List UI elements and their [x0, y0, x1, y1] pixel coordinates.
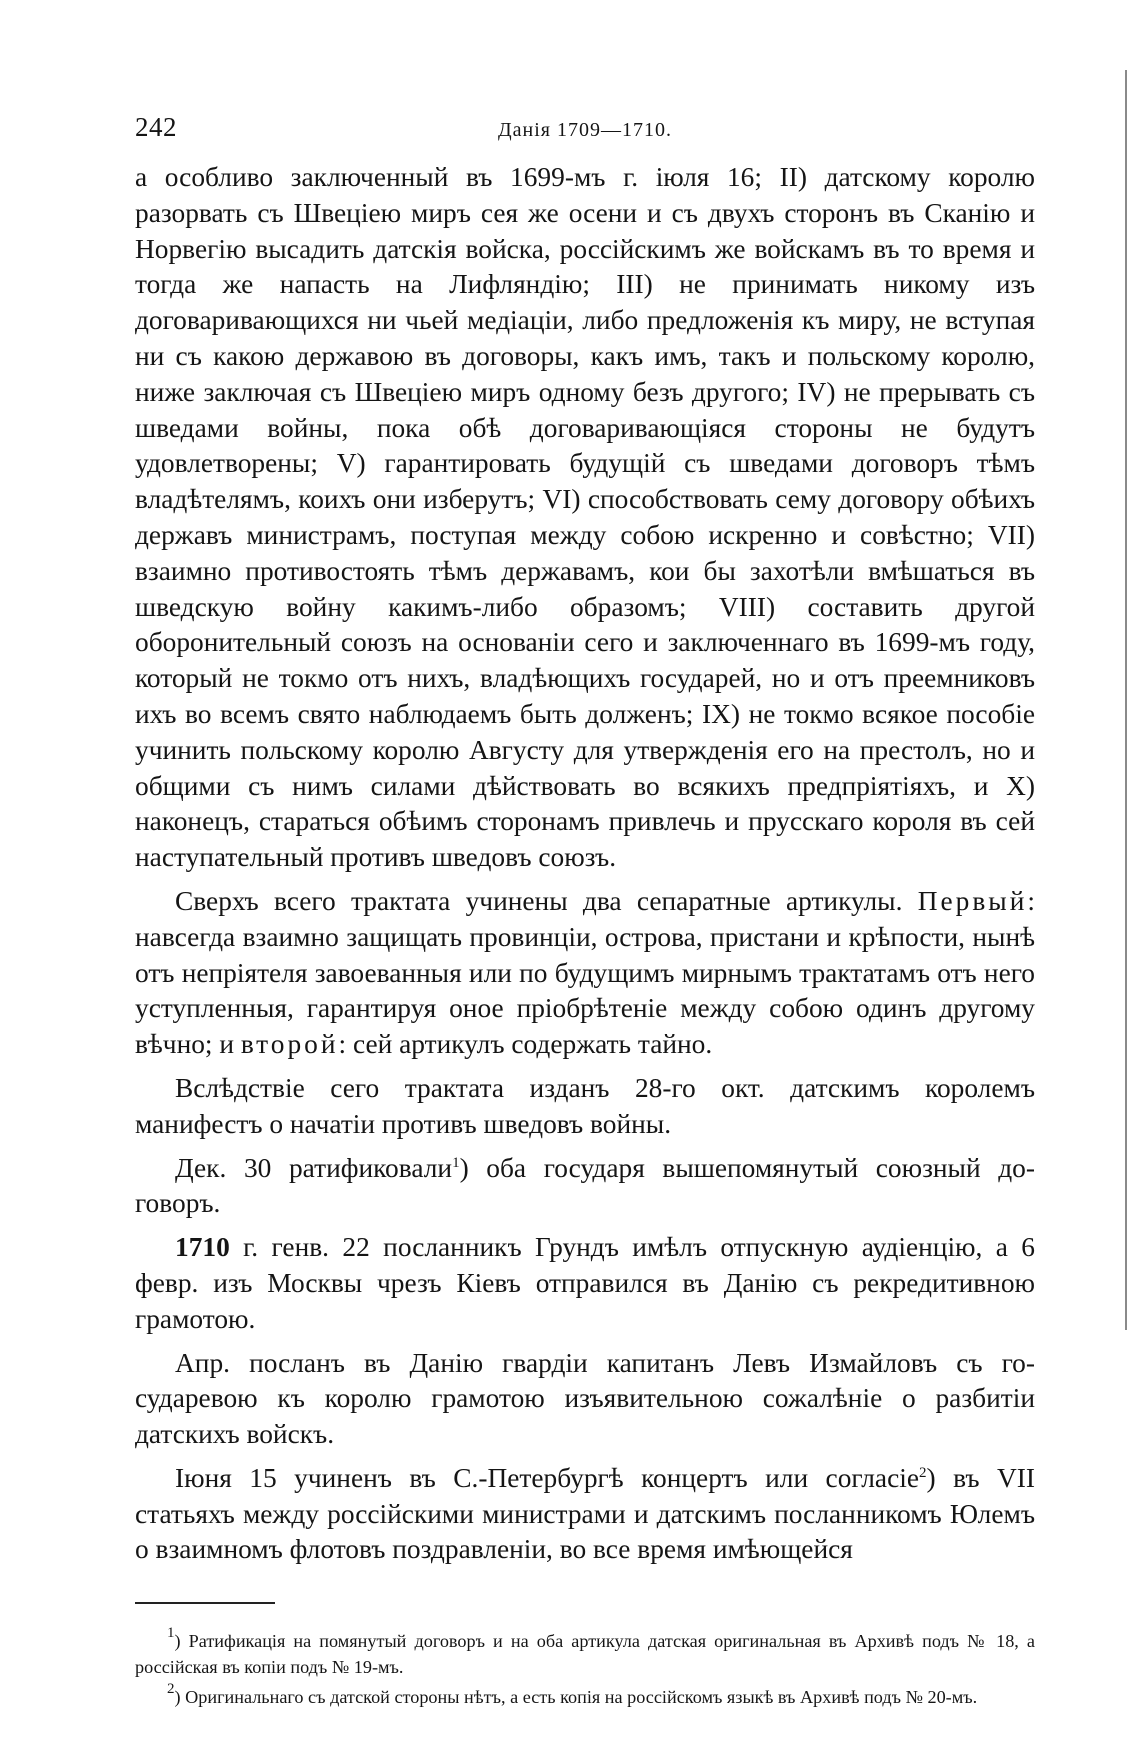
page-number: 242	[135, 112, 177, 142]
paragraph-text: г. генв. 22 посланникъ Грундъ имѣлъ отпускную аудіенцію, а 6 февр. изъ Москвы чрезъ Кіевъ отправился въ Данію съ рекредитивною грамотою.	[135, 1232, 1035, 1334]
paragraph-concert	[135, 1461, 1035, 1568]
footnote-marker: 2	[167, 1681, 175, 1698]
running-title: Данія 1709—1710.	[498, 119, 672, 141]
footnote-text: ) Оригинальнаго съ датской стороны нѣтъ, а есть копія на россійскомъ языкѣ въ Архивѣ подъ № 20-мъ.	[174, 1687, 978, 1708]
paragraph-text: Вслѣдствіе сего трактата изданъ 28-го окт. датскимъ королемъ манифестъ о начатіи противъ шведовъ войны.	[135, 1072, 1035, 1139]
emphasis-second: второй	[240, 1029, 339, 1060]
footnote-1	[135, 1625, 1035, 1680]
paragraph-text: Іюня 15 учиненъ въ С.-Петербургѣ концертъ или согласіе	[175, 1462, 920, 1493]
paragraph-separate-articles	[135, 884, 1035, 1063]
footnote-ref-1: 1	[452, 1154, 460, 1171]
paragraph-treaty-articles	[135, 160, 1035, 876]
paragraph-manifesto	[135, 1071, 1035, 1143]
footnote-marker: 1	[167, 1625, 175, 1642]
emphasis-first: Первый	[917, 885, 1028, 916]
paragraph-text: Дек. 30 ратификовали	[175, 1152, 453, 1183]
paragraph-text: а особливо заключенный въ 1699-мъ г. іюля 16; II) датскому королю разорвать съ Швеціею миръ сея же осени и съ двухъ сторонъ въ Сканію и Норвегію высадить датскія войска, россійскимъ же войскамъ въ то время и тогда же напасть на Лифляндію; III) не принимать никому изъ договаривающихся ни чьей медіаціи, либо предложенія къ миру, не вступая ни съ какою державою въ договоры, какъ имъ, такъ и польскому королю, ниже заключая съ Швеціею миръ одному безъ другого; IV) не прерывать съ шведами войны, пока обѣ договаривающіяся стороны не будутъ удовлетворены; V) гарантировать будущій съ шведами договоръ тѣмъ владѣтелямъ, коихъ они изберутъ; VI) способствовать сему договору обѣихъ державъ министрамъ, поступая между собою искренно и совѣстно; VII) взаимно противостоять тѣмъ державамъ, кои бы захотѣли вмѣшаться въ шведскую войну какимъ-либо образомъ; VIII) составить другой оборонительный союзъ на основаніи сего и заключеннаго въ 1699-мъ году, который не токмо отъ нихъ, владѣющихъ государей, но и отъ преемниковъ ихъ во всемъ свято наблюдаемъ быть долженъ; IX) не токмо всякое пособіе учинить польскому королю Августу для утвержденія его на престолъ, но и общими съ нимъ силами дѣйствовать во всякихъ предпріятіяхъ, и X) наконецъ, стараться обѣимъ сторонамъ привлечь и прусскаго короля въ сей наступательный противъ шведовъ союзъ.	[135, 162, 1035, 873]
footnote-divider	[135, 1602, 275, 1604]
paragraph-text: Апр. посланъ въ Данію гвардіи капитанъ Левъ Измайловъ съ государевою къ королю грамотою изъявительною сожалѣніе о разбитіи датскихъ войскъ.	[135, 1347, 1035, 1450]
year-1710: 1710	[175, 1232, 230, 1263]
footnotes	[135, 1625, 1035, 1710]
body-text	[135, 160, 1035, 1568]
paragraph-text: Сверхъ всего трактата учинены два сепаратные артикулы.	[175, 885, 903, 916]
paragraph-1710-audience	[135, 1230, 1035, 1337]
book-page	[135, 112, 1035, 1714]
footnote-ref-2: 2	[919, 1464, 927, 1481]
paragraph-text: : навсегда взаимно защищать провинціи, острова, пристани и крѣпости, нынѣ отъ непріятеля завоеванныя или по будущимъ мирнымъ трактатамъ отъ него уступленныя, гарантируя оное пріобрѣтеніе между собою одинъ другому вѣчно; и	[135, 885, 1035, 1060]
page-edge-line	[1125, 70, 1127, 1330]
paragraph-text: ) въ VII статьяхъ между россійскими министрами и датскимъ посланникомъ Юлемъ о взаимномъ флотовъ поздравленіи, во все время имѣющейся	[135, 1462, 1035, 1565]
paragraph-text: : сей артикулъ содержать тайно.	[338, 1029, 713, 1060]
paragraph-text: ) оба государя вышепомянутый союзный договоръ.	[135, 1152, 1035, 1219]
footnote-2	[135, 1681, 1035, 1710]
running-head	[135, 112, 1035, 160]
footnote-text: ) Ратификація на помянутый договоръ и на оба артикула датская оригинальная въ Архивѣ подъ № 18, а россійская въ копіи подъ № 19-мъ.	[135, 1631, 1035, 1678]
paragraph-ratification	[135, 1151, 1035, 1223]
paragraph-izmailov	[135, 1346, 1035, 1453]
